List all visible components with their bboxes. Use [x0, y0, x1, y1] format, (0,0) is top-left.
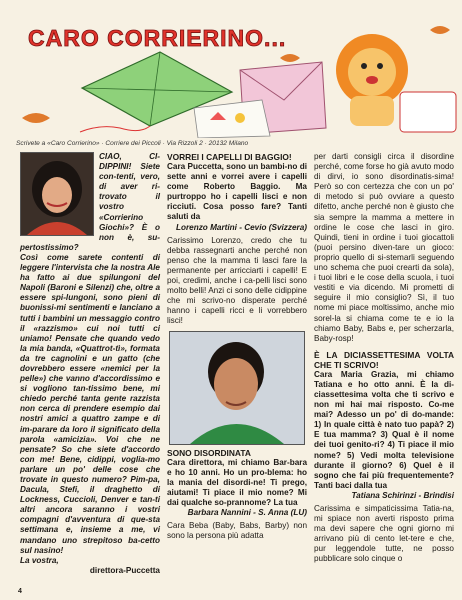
reply2-continued: per darti consigli circa il disordine perché, come forse ho già avuto modo di dirvi, io sono disordinatis-sima! Però so con certezza che con un po' di metodo si può ovviare a questo difetto, anche perché non è giusto che sia sempre la mamma a mettere in ordine le cose che lasci in giro. Quindi, tieni in ordine i tuoi giocattoli (puoi persino diven-tare un gioco: proprio quello di si-stemarli seguendo uno schema che puoi crearti da sola), i tuoi libri e le cose della scuola, i tuoi vestiti e via dicendo. Mi prometti di seguire il mio consiglio? Sì, il tuo nome mi piace moltissimo, anche mio sorel-la si chiama come te e io la chiamo Baby, Babs e, per scherzarla, Baby-rosp!	[314, 152, 454, 343]
sign-board	[400, 92, 456, 132]
footballer-image	[170, 332, 304, 444]
portrait-image	[21, 153, 93, 235]
intro-closing: La vostra,	[20, 555, 59, 565]
reply1: Carissimo Lorenzo, credo che tu debba rassegnarti anche perché non penso che la mamma ti lasci fare la permanente per arricciarti i capelli! E poi, credimi, anche i ca-pelli lisci sono molto belli! Anzi ci sono delle cidippine che mi scrivo-no disperate perché hanno i capelli ricci e li vorrebbero lisci!	[167, 235, 307, 326]
intro-signature: direttora-Puccetta	[89, 565, 160, 575]
letter2-signature: Barbara Nannini - S. Anna (LU)	[187, 507, 307, 517]
intro-lead: CIAO, CI-DIPPINI! Siete con-tenti, vero, di aver ri-trovato il vostro «Corrierino Giochi»? È o non è, su-pertostissimo?	[20, 152, 160, 252]
reply3: Carissima e simpaticissima Tatia-na, mi spiace non averti risposto prima ma devi sapere che ogni giorno mi arrivano più di cento let-tere e che, pur leggendole tutte, ne posso pubblicare solo cinque o	[314, 504, 454, 564]
column-2	[167, 152, 307, 541]
reply2: Cara Beba (Baby, Babs, Barby) non sono la persona più adatta	[167, 521, 307, 541]
letter1-title: VORREI I CAPELLI DI BAGGIO!	[167, 152, 292, 162]
letter3-signature: Tatiana Schirinzi - Brindisi	[351, 490, 454, 500]
letter2-title: SONO DISORDINATA	[167, 447, 251, 458]
intro-body: Così come sarete contenti di leggere l'intervista che la nostra Ale ha fatto ai due spilungoni del Napoli (Baroni e Silenzi) che, oltre a essere spi-lungoni, sono pieni di buonissi-mi sentimenti e lanciano a tutti i bambini un messaggio contro il «razzismo» cui noi tutti ci uniamo! Pensate che quando vedo la mia banda, «Quattrot-tì», formata da tre cagnolini e un gatto (che dovrebbero essere «nemici per la pelle») che vanno d'accordissimo e si vogliono tan-tissimo bene, mi chiedo perché tanta gente razzista non cerca di prendere esempio dai nostri amici a quattro zampe e di im-parare da loro il significato della parola «amicizia». Voi che ne pensate? So che siete d'accordo con me! Bene, cidippi, voglia-mo parlare un po' delle cose che trovate in questo numero? Pim-pa, Dacula, Stefi, il draghetto di Lockness, Cuccioli, Denver e tan-ti altri ancora saranno i vostri compagni d'avventura di que-sta settimana e, insieme a me, vi mandano uno strepitoso ba-cetto sul nasino!	[20, 252, 160, 555]
director-photo	[20, 152, 94, 236]
header-illustration	[0, 0, 462, 138]
page-title: CARO CORRIERINO...	[28, 25, 287, 51]
letter1-body: Cara Puccetta, sono un bambi-no di sette anni e vorrei avere i capelli come Roberto Baggio. Ma purtroppo ho i capelli lisci e non ricciuti. Cosa posso fare? Tanti saluti da	[167, 162, 307, 222]
letter3-body: Cara Maria Grazia, mi chiamo Tatiana e ho otto anni. È la di-ciassettesima volta che ti scrivo e non mi hai mai risposto. Co-me mai? Adesso un po' di do-mande: 1) In quale città è nato tuo papà? 2) E tua mamma? 3) Qual è il nome dei tuoi genito-ri? 4) Ti piace il mio nome? 5) Vedi molta televisione durante il giorno? 6) Quel è il sogno che fai più frequentemente? Tanti baci dalla tua	[314, 369, 454, 490]
page-number: 4	[18, 588, 22, 595]
footballer-photo	[169, 331, 305, 445]
column-3	[314, 152, 454, 565]
header-art	[0, 0, 462, 138]
byline: Scrivete a «Caro Corrierino» · Corriere dei Piccoli · Via Rizzoli 2 · 20132 Milano	[16, 140, 249, 147]
column-1	[20, 152, 160, 576]
letter1-signature: Lorenzo Martini - Cevio (Svizzera)	[175, 222, 307, 232]
letter3-title: È LA DICIASSETTESIMA VOLTA CHE TI SCRIVO!	[314, 349, 454, 370]
letter2-body: Cara direttora, mi chiamo Bar-bara e ho 10 anni. Ho un pro-blema: ho la mania del disordi-ne! Ti prego, aiutami! Ti piace il mio nome? Mi dai qualche so-prannome? La tua	[167, 457, 307, 507]
